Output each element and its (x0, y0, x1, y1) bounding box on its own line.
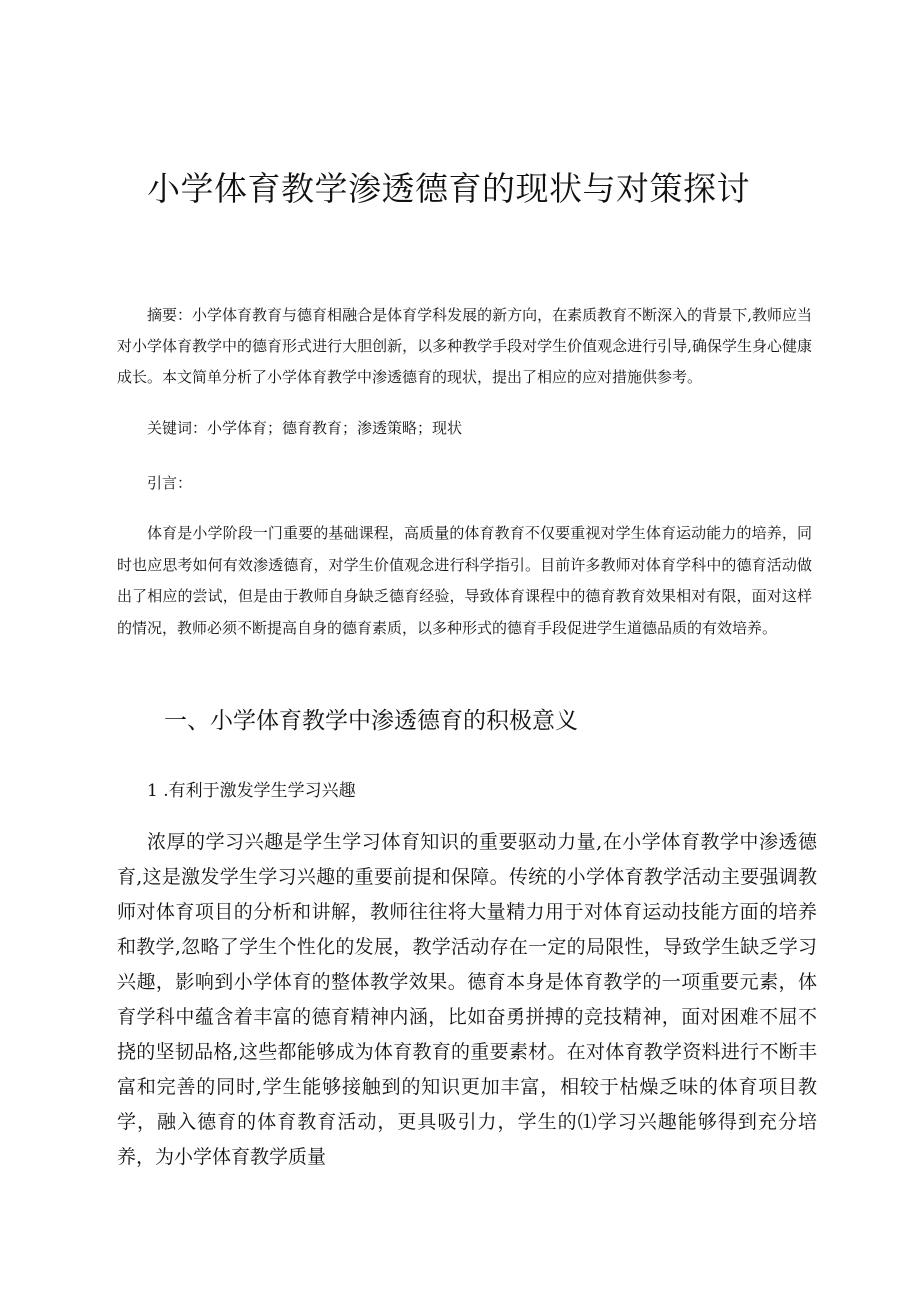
introduction-label: 引言： (147, 474, 193, 492)
body-paragraph: 浓厚的学习兴趣是学生学习体育知识的重要驱动力量,在小学体育教学中渗透德育,这是激发学生学习兴趣的重要前提和保障。传统的小学体育教学活动主要强调教师对体育项目的分析和讲解，教师往往将大量精力用于对体育运动技能方面的培养和教学,忽略了学生个性化的发展，教学活动存在一定的局限性，导致学生缺乏学习兴趣，影响到小学体育的整体教学效果。德育本身是体育教学的一项重要元素，体育学科中蕴含着丰富的德育精神内涵，比如奋勇拼搏的竞技精神，面对困难不屈不挠的坚韧品格,这些都能够成为体育教育的重要素材。在对体育教学资料进行不断丰富和完善的同时,学生能够接触到的知识更加丰富，相较于枯燥乏味的体育项目教学，融入德育的体育教育活动，更具吸引力，学生的⑴学习兴趣能够得到充分培养，为小学体育教学质量 (117, 831, 817, 1168)
introduction-paragraph: 体育是小学阶段一门重要的基础课程，高质量的体育教育不仅要重视对学生体育运动能力的培养，同时也应思考如何有效渗透德育，对学生价值观念进行科学指引。目前许多教师对体育学科中的德育活动做出了相应的尝试，但是由于教师自身缺乏德育经验，导致体育课程中的德育教育效果相对有限，面对这样的情况，教师必须不断提高自身的德育素质，以多种形式的德育手段促进学生道德品质的有效培养。 (117, 524, 812, 637)
keywords-line: 关键词：小学体育；德育教育；渗透策略；现状 (147, 419, 463, 437)
document-title: 小学体育教学渗透德育的现状与对策探讨 (147, 169, 750, 208)
subsection-heading: 1 .有利于激发学生学习兴趣 (147, 781, 356, 801)
section-heading: 一、小学体育教学中渗透德育的积极意义 (164, 708, 578, 734)
abstract-paragraph: 摘要：小学体育教育与德育相融合是体育学科发展的新方向，在素质教育不断深入的背景下,教师应当对小学体育教学中的德育形式进行大胆创新，以多种教学手段对学生价值观念进行引导,确保学生身心健康成长。本文简单分析了小学体育教学中渗透德育的现状，提出了相应的应对措施供参考。 (117, 306, 812, 386)
